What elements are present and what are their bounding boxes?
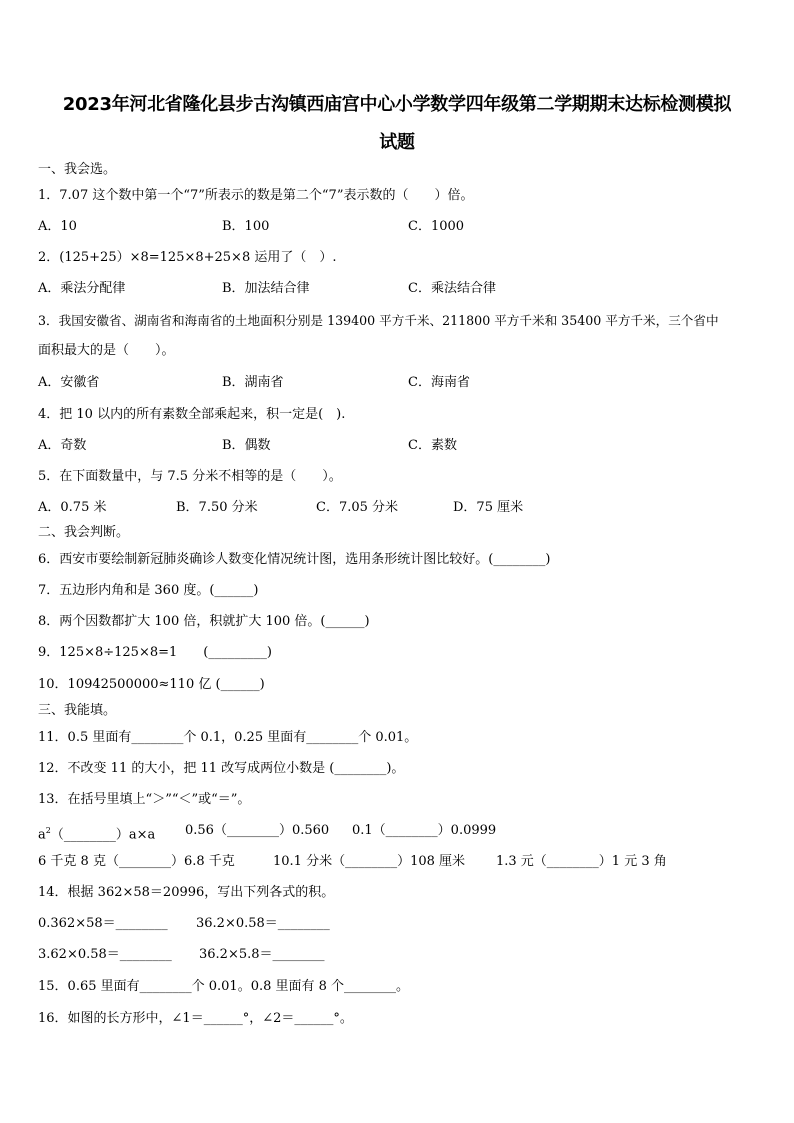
q3-option-b: B．湖南省 [222, 375, 284, 390]
q2-option-c: C．乘法结合律 [408, 281, 496, 296]
q14-item-4: 36.2×5.8＝________ [199, 947, 325, 962]
section-heading-fill: 三、我能填。 [38, 703, 117, 718]
q13-item-1-base: a [38, 827, 46, 843]
q14-item-3: 3.62×0.58＝________ [38, 947, 172, 962]
q13-item-1-rest: （________）a×a [50, 827, 156, 843]
question-9: 9．125×8÷125×8=1 (_________) [38, 645, 272, 660]
question-3-continued: 面积最大的是（ ）。 [38, 343, 175, 358]
q13-item-3: 0.1（________）0.0999 [352, 823, 497, 838]
question-2: 2．(125+25）×8=125×8+25×8 运用了（ ）. [38, 250, 337, 265]
q3-option-c: C．海南省 [408, 375, 470, 390]
question-14: 14．根据 362×58＝20996，写出下列各式的积。 [38, 885, 335, 900]
q4-option-c: C．素数 [408, 438, 457, 453]
question-7: 7．五边形内角和是 360 度。(______) [38, 583, 259, 598]
q2-option-b: B．加法结合律 [222, 281, 310, 296]
question-16: 16．如图的长方形中，∠1＝______°，∠2＝______°。 [38, 1011, 353, 1026]
q14-item-1: 0.362×58＝________ [38, 916, 168, 931]
question-4: 4．把 10 以内的所有素数全部乘起来，积一定是( ). [38, 407, 346, 422]
q13-item-5: 10.1 分米（________）108 厘米 [273, 854, 466, 869]
q4-option-a: A．奇数 [38, 438, 87, 453]
q13-item-4: 6 千克 8 克（________）6.8 千克 [38, 854, 235, 869]
q2-option-a: A．乘法分配律 [38, 281, 126, 296]
q3-option-a: A．安徽省 [38, 375, 100, 390]
q1-option-a: A．10 [38, 219, 77, 234]
question-11: 11．0.5 里面有________个 0.1，0.25 里面有________个 0.01。 [38, 730, 418, 745]
section-heading-choice: 一、我会选。 [38, 162, 117, 177]
question-10: 10．10942500000≈110 亿 (______) [38, 677, 265, 692]
q14-item-2: 36.2×0.58＝________ [196, 916, 330, 931]
q4-option-b: B．偶数 [222, 438, 271, 453]
question-12: 12．不改变 11 的大小，把 11 改写成两位小数是 (________)。 [38, 761, 405, 776]
q1-option-c: C．1000 [408, 219, 465, 234]
q13-item-6: 1.3 元（________）1 元 3 角 [496, 854, 667, 869]
q5-option-d: D．75 厘米 [453, 500, 524, 515]
q13-item-1-exponent: 2 [45, 826, 51, 835]
q13-item-2: 0.56（________）0.560 [185, 823, 330, 838]
section-heading-judge: 二、我会判断。 [38, 525, 130, 540]
question-1: 1．7.07 这个数中第一个“7”所表示的数是第二个“7”表示数的（ ）倍。 [38, 188, 474, 203]
q1-option-b: B．100 [222, 219, 270, 234]
question-15: 15．0.65 里面有________个 0.01。0.8 里面有 8 个________。 [38, 979, 410, 994]
q5-option-a: A．0.75 米 [38, 500, 107, 515]
page-title-continued: 试题 [379, 132, 415, 153]
question-8: 8．两个因数都扩大 100 倍，积就扩大 100 倍。(______) [38, 614, 370, 629]
q5-option-b: B．7.50 分米 [176, 500, 258, 515]
question-6: 6．西安市要绘制新冠肺炎确诊人数变化情况统计图，选用条形统计图比较好。(________) [38, 552, 551, 567]
page-title: 2023年河北省隆化县步古沟镇西庙宫中心小学数学四年级第二学期期末达标检测模拟 [62, 94, 732, 115]
question-5: 5．在下面数量中，与 7.5 分米不相等的是（ ）。 [38, 469, 342, 484]
q13-item-1 [38, 823, 155, 843]
question-3: 3．我国安徽省、湖南省和海南省的土地面积分别是 139400 平方千米、211800 平方千米和 35400 平方千米，三个省中 [38, 313, 719, 328]
question-13: 13．在括号里填上“＞”“＜”或“＝”。 [38, 792, 251, 807]
q5-option-c: C．7.05 分米 [316, 500, 399, 515]
